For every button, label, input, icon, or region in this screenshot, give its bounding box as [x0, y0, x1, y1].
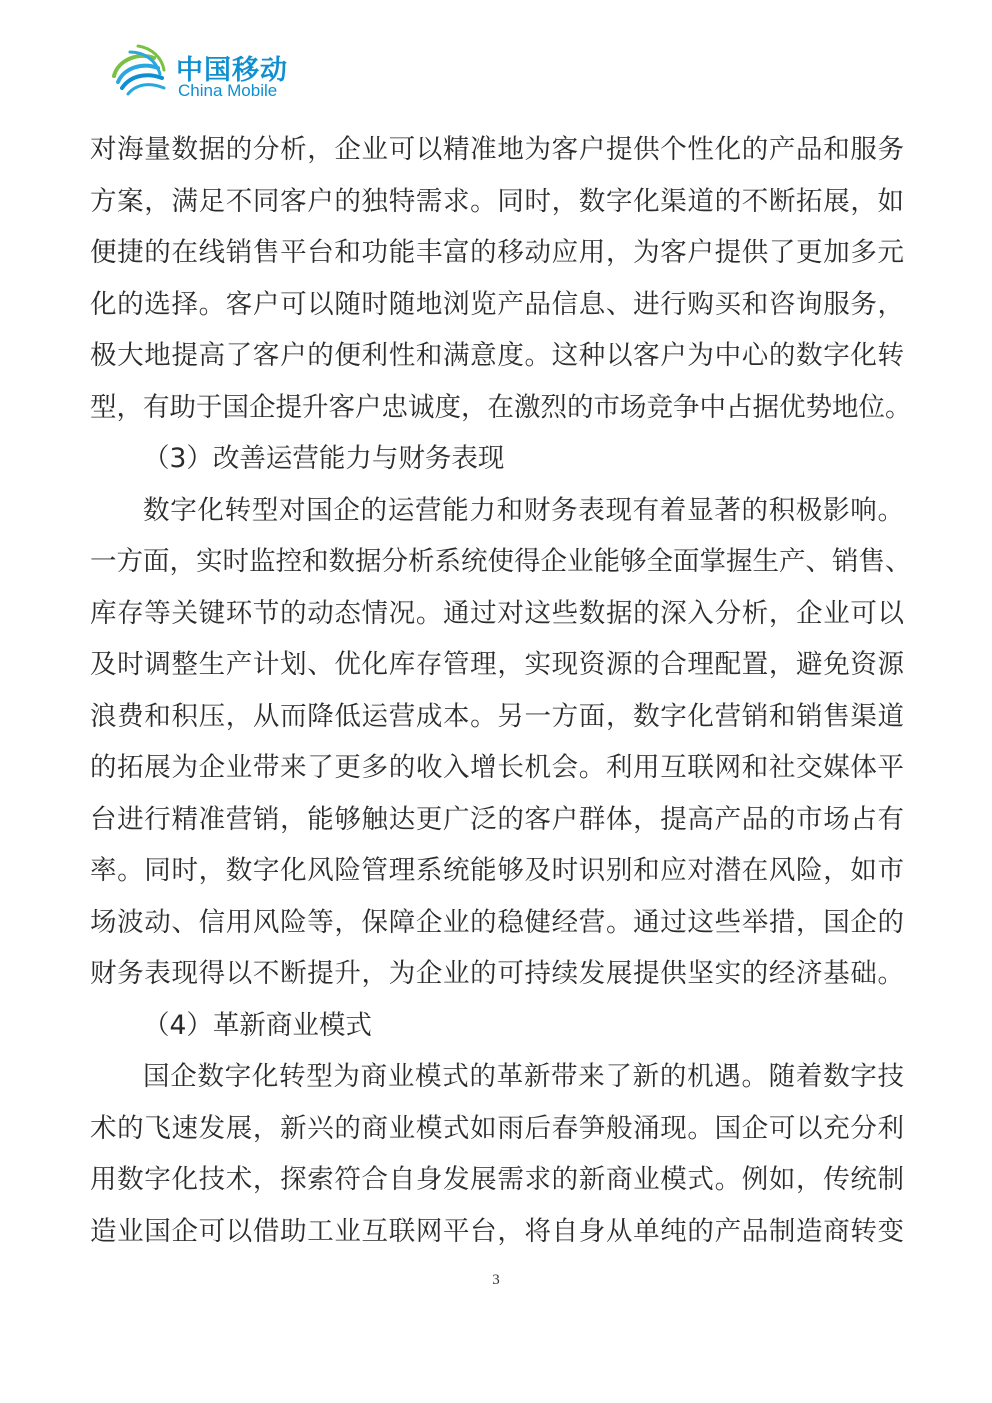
- brand-name-en: China Mobile: [178, 81, 278, 100]
- paragraph-line: 用数字化技术，探索符合自身发展需求的新商业模式。例如，传统制: [90, 1164, 904, 1195]
- paragraph-line: 浪费和积压，从而降低运营成本。另一方面，数字化营销和销售渠道: [90, 700, 904, 732]
- paragraph-line: 方案，满足不同客户的独特需求。同时，数字化渠道的不断拓展，如: [90, 185, 904, 217]
- paragraph-line: 台进行精准营销，能够触达更广泛的客户群体，提高产品的市场占有: [90, 803, 904, 835]
- paragraph-line: 一方面，实时监控和数据分析系统使得企业能够全面掌握生产、销售、: [90, 546, 912, 577]
- paragraph-line: 及时调整生产计划、优化库存管理，实现资源的合理配置，避免资源: [90, 649, 904, 680]
- paragraph-line: 极大地提高了客户的便利性和满意度。这种以客户为中心的数字化转: [90, 340, 904, 371]
- paragraph-line: 场波动、信用风险等，保障企业的稳健经营。通过这些举措，国企的: [90, 906, 904, 938]
- paragraph-line: 化的选择。客户可以随时随地浏览产品信息、进行购买和咨询服务，: [90, 288, 904, 320]
- paragraph-line: 数字化转型对国企的运营能力和财务表现有着显著的积极影响。: [143, 494, 904, 526]
- section-heading-4: （4）革新商业模式: [143, 1009, 372, 1041]
- brand-name-cn: 中国移动: [176, 55, 288, 86]
- paragraph-line: 率。同时，数字化风险管理系统能够及时识别和应对潜在风险，如市: [90, 855, 904, 886]
- china-mobile-swirl-icon: [108, 38, 170, 100]
- document-body: [90, 124, 912, 1257]
- page-number: 3: [492, 1272, 500, 1288]
- paragraph-line: 便捷的在线销售平台和功能丰富的移动应用，为客户提供了更加多元: [90, 237, 904, 268]
- paragraph-line: 国企数字化转型为商业模式的革新带来了新的机遇。随着数字技: [143, 1061, 904, 1092]
- paragraph-line: 术的飞速发展，新兴的商业模式如雨后春笋般涌现。国企可以充分利: [90, 1112, 904, 1144]
- section-heading-3: （3）改善运营能力与财务表现: [143, 443, 505, 474]
- paragraph-line: 的拓展为企业带来了更多的收入增长机会。利用互联网和社交媒体平: [90, 752, 904, 783]
- paragraph-line: 型，有助于国企提升客户忠诚度，在激烈的市场竞争中占据优势地位。: [90, 391, 912, 423]
- paragraph-line: 对海量数据的分析，企业可以精准地为客户提供个性化的产品和服务: [90, 134, 904, 165]
- paragraph-line: 造业国企可以借助工业互联网平台，将自身从单纯的产品制造商转变: [90, 1215, 904, 1247]
- paragraph-line: 库存等关键环节的动态情况。通过对这些数据的深入分析，企业可以: [90, 597, 904, 629]
- page-header: [108, 38, 368, 108]
- paragraph-line: 财务表现得以不断提升，为企业的可持续发展提供坚实的经济基础。: [90, 958, 904, 989]
